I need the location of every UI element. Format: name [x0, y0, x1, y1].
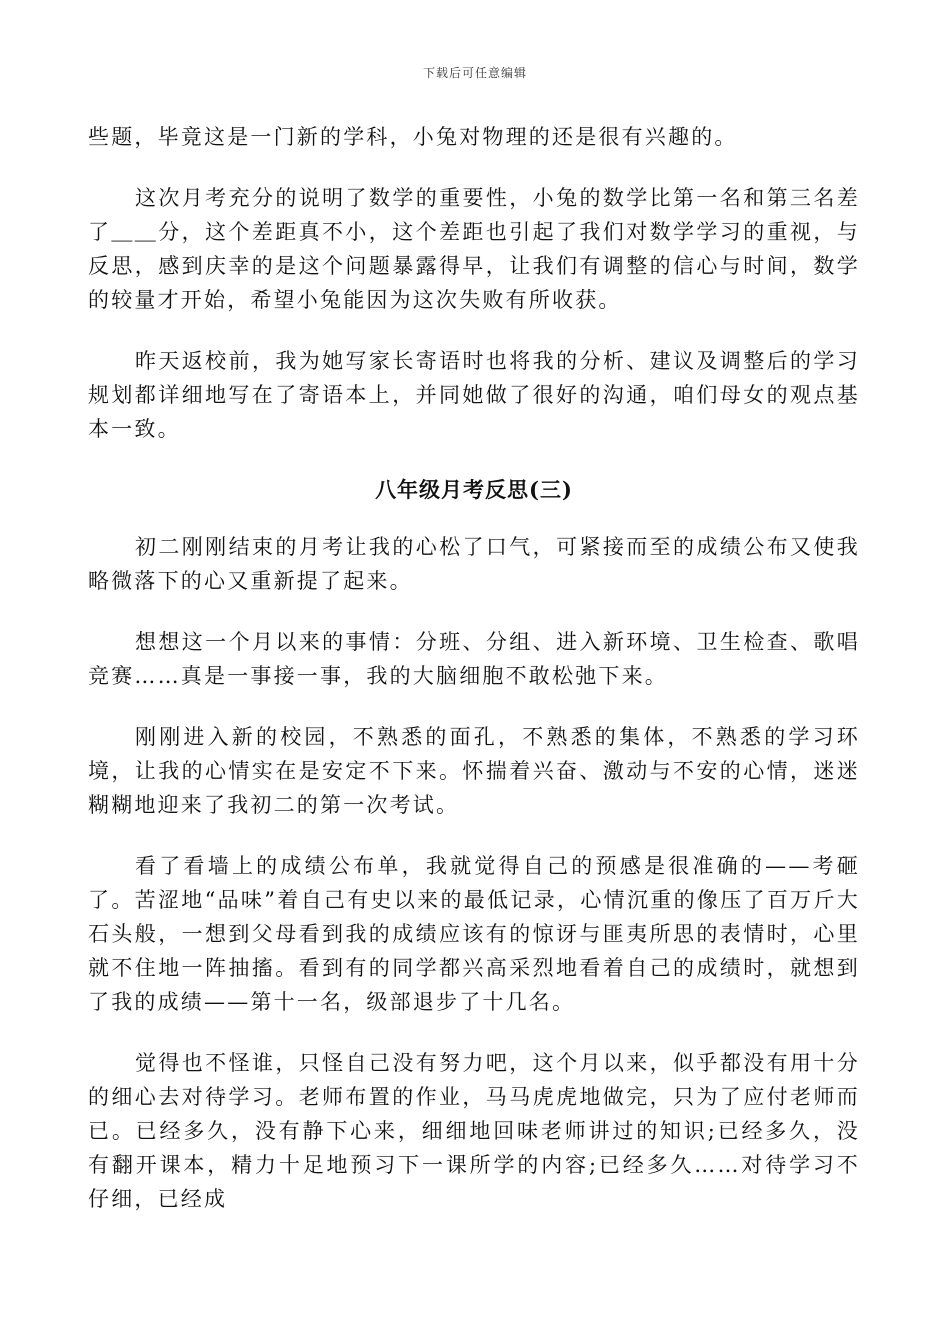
section-title: 八年级月考反思(三): [375, 477, 573, 502]
paragraph-continuation: 些题，毕竟这是一门新的学科，小兔对物理的还是很有兴趣的。: [88, 125, 738, 149]
paragraph: 这次月考充分的说明了数学的重要性，小兔的数学比第一名和第三名差了＿＿分，这个差距真不小，这个差距也引起了我们对数学学习的重视，与反思，感到庆幸的是这个问题暴露得早，让我们有调整的信心与时间，数学的较量才开始，希望小兔能因为这次失败有所收获。: [88, 186, 860, 312]
paragraph: 昨天返校前，我为她写家长寄语时也将我的分析、建议及调整后的学习规划都详细地写在了寄语本上，并同她做了很好的沟通，咱们母女的观点基本一致。: [88, 349, 860, 441]
header-note: 下载后可任意编辑: [422, 66, 527, 80]
paragraph: 初二刚刚结束的月考让我的心松了口气，可紧接而至的成绩公布又使我略微落下的心又重新提了起来。: [88, 535, 860, 593]
paragraph: 想想这一个月以来的事情：分班、分组、进入新环境、卫生检查、歌唱竞赛……真是一事接一事，我的大脑细胞不敢松弛下来。: [88, 630, 860, 688]
paragraph: 觉得也不怪谁，只怪自己没有努力吧，这个月以来，似乎都没有用十分的细心去对待学习。老师布置的作业，马马虎虎地做完，只为了应付老师而已。已经多久，没有静下心来，细细地回味老师讲过的知识;已经多久，没有翻开课本，精力十足地预习下一课所学的内容;已经多久……对待学习不仔细，已经成: [88, 1051, 860, 1211]
document-body: [88, 120, 860, 1243]
paragraph: 刚刚进入新的校园，不熟悉的面孔，不熟悉的集体，不熟悉的学习环境，让我的心情实在是安定不下来。怀揣着兴奋、激动与不安的心情，迷迷糊糊地迎来了我初二的第一次考试。: [88, 725, 860, 817]
paragraph: 看了看墙上的成绩公布单，我就觉得自己的预感是很准确的——考砸了。苦涩地“品味”着自己有史以来的最低记录，心情沉重的像压了百万斤大石头般，一想到父母看到我的成绩应该有的惊讶与匪夷所思的表情时，心里就不住地一阵抽搐。看到有的同学都兴高采烈地看着自己的成绩时，就想到了我的成绩——第十一名，级部退步了十几名。: [88, 854, 860, 1014]
